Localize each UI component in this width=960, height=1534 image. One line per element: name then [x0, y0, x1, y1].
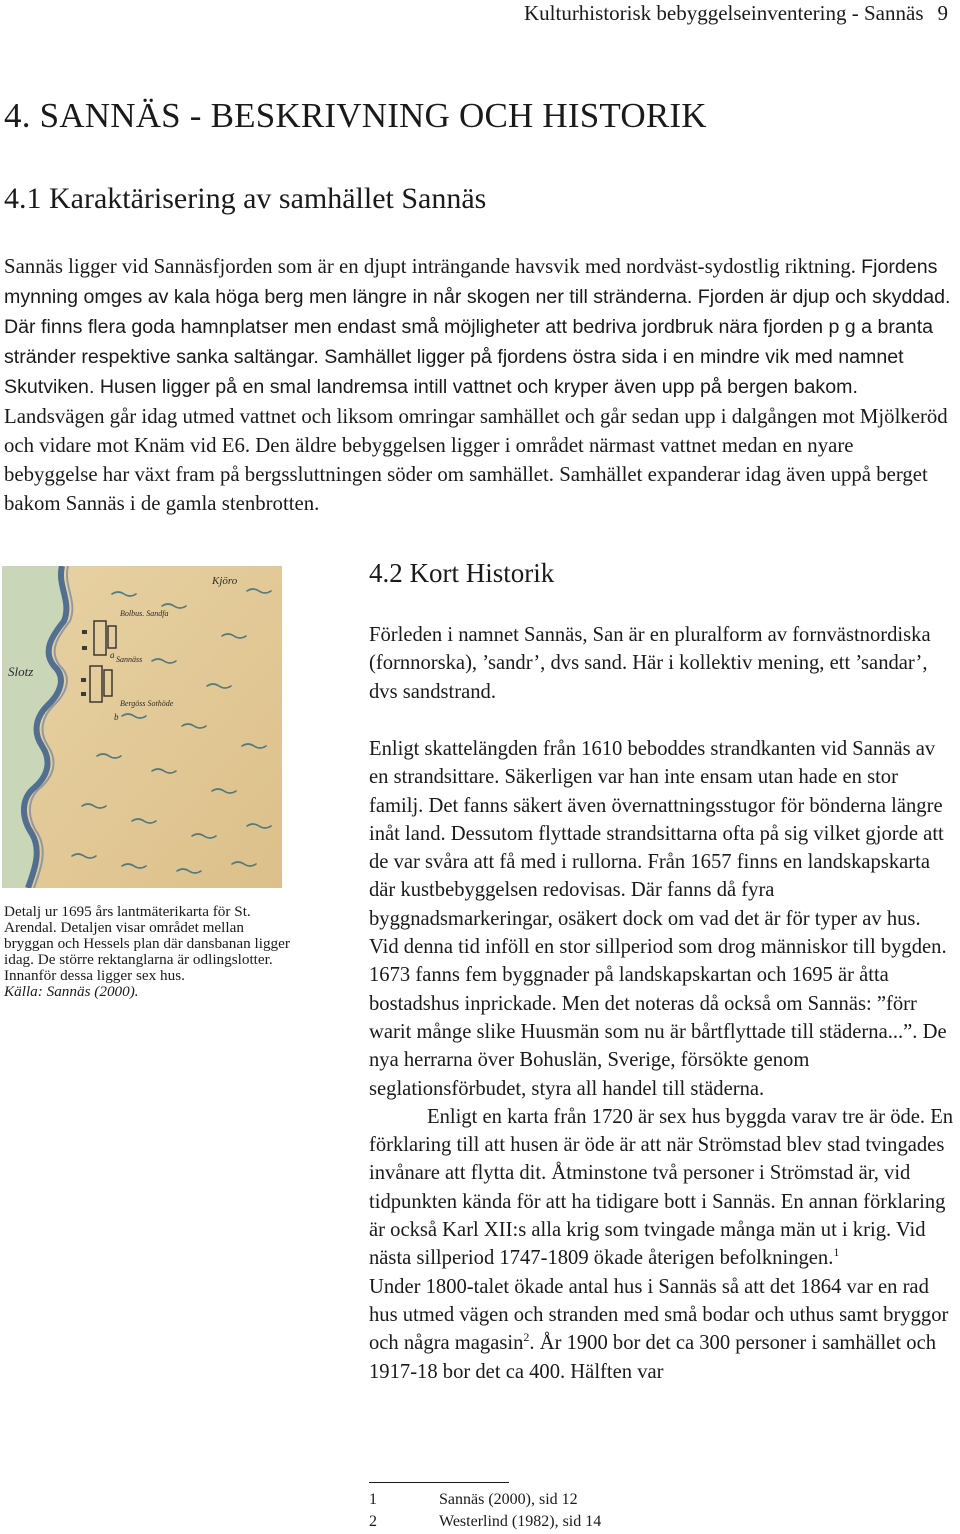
- caption-source: Källa: Sannäs (2000).: [4, 983, 139, 1000]
- map-label-a: a: [110, 650, 115, 660]
- map-label-row3: Bergöss Sothöde: [120, 699, 174, 708]
- footnote: [369, 1489, 601, 1511]
- running-title: Kulturhistorisk bebyggelseinventering - Sannäs: [523, 1, 924, 25]
- running-header: [524, 0, 948, 26]
- historic-map-image: [2, 566, 282, 888]
- intro-paragraph: [4, 252, 952, 518]
- footnote-ref-2[interactable]: 2: [523, 1330, 530, 1345]
- paragraph-1720-text: Enligt en karta från 1720 är sex hus byggda varav tre är öde. En förklaring till att husen är öde är att när Strömstad blev stad tvingades invånare att flytta dit. Åtminstone två personer i Strömstad är, vid tidpunkten kända för att ha tidigare bott i Sannäs. En annan förklaring är också Karl XII:s alla krig som tvingade många män ut i krig. Vid nästa sillperiod 1747-1809 ökade återigen befolkningen.: [369, 1105, 954, 1270]
- paragraph-1800s-end: . År 1900 bor det ca 300 personer i samhället och 1917-18 bor det ca 400. Hälften var: [369, 1332, 937, 1383]
- footnotes: [369, 1489, 601, 1533]
- history-body: [369, 735, 955, 1386]
- chapter-title: 4. SANNÄS - BESKRIVNING OCH HISTORIK: [4, 96, 707, 135]
- section-title-4-1: 4.1 Karaktärisering av samhället Sannäs: [4, 182, 487, 215]
- paragraph-name-origin: Förleden i namnet Sannäs, San är en pluralform av fornvästnordiska (fornnorska), ’sandr’, dvs sand. Här i kollektiv mening, ett ’sandar’, dvs sandstrand.: [369, 624, 931, 703]
- footnote-divider: [369, 1482, 509, 1483]
- page-number: 9: [937, 1, 948, 25]
- footnote: [369, 1511, 601, 1533]
- footnote-text: Westerlind (1982), sid 14: [439, 1513, 602, 1530]
- map-label-row2: Sannäss: [116, 655, 143, 664]
- map-label-row1: Bolbus. Sandfa: [120, 609, 169, 618]
- paragraph-1720-map: [369, 1103, 955, 1273]
- section-title-4-2: 4.2 Kort Historik: [369, 558, 555, 588]
- intro-text-c: Landsvägen går idag utmed vattnet och liksom omringar samhället och går sedan upp i dalgången mot Mjölkeröd och vidare mot Knäm vid E6. Den äldre bebyggelsen ligger i området närmast vattnet medan en nyare bebyggelse har växt fram på bergssluttningen söder om samhället. Samhället expanderar idag även uppå berget bakom Sannäs i de gamla stenbrotten.: [4, 405, 948, 515]
- footnote-number: 1: [369, 1491, 377, 1508]
- footnote-ref-1[interactable]: 1: [833, 1245, 840, 1260]
- history-paragraph-1: [369, 621, 955, 706]
- paragraph-1800s: [369, 1273, 955, 1386]
- intro-text-a: Sannäs ligger vid Sannäsfjorden som är en djupt inträngande havsvik med nordväst-sydostlig riktning.: [4, 255, 862, 278]
- footnote-number: 2: [369, 1513, 377, 1530]
- map-label-b: b: [114, 712, 119, 722]
- paragraph-tax-records: Enligt skattelängden från 1610 beboddes strandkanten vid Sannäs av en strandsittare. Säkerligen var han inte ensam utan hade en stor familj. Det fanns säkert även övernattningsstugor för bönderna längre inåt land. Dessutom flyttade strandsittarna ofta på sig vilket gjorde att de var svåra att få med i rullorna. Från 1657 finns en landskapskarta där kustbebyggelsen redovisas. Där fanns då fyra byggnadsmarkeringar, osäkert dock om vad det är för typer av hus. Vid denna tid inföll en stor sillperiod som drog människor till bygden. 1673 fanns fem byggnader på landskapskartan och 1695 är åtta bostadshus inprickade. Men det noteras då också om Sannäs: ”förr warit månge slike Huusmän som nu är bårtflyttade till städerna...”. De nya herrarna över Bohuslän, Sverige, försökte genom seglationsförbudet, styra all handel till städerna.: [369, 738, 947, 1100]
- footnote-text: Sannäs (2000), sid 12: [439, 1491, 578, 1508]
- map-label-top: Kjöro: [212, 575, 238, 587]
- paragraph-1800s-text: Under 1800-talet ökade antal hus i Sannäs så att det 1864 var en rad hus utmed vägen och stranden med små bodar och uthus samt bryggor och några magasin: [369, 1275, 949, 1355]
- figure-caption: [4, 904, 294, 1000]
- map-label-left: Slotz: [8, 664, 34, 679]
- caption-text: Detalj ur 1695 års lantmäterikarta för St. Arendal. Detaljen visar området mellan bryggan och Hessels plan där dansbanan ligger idag. De större rektanglarna är odlingslotter. Innanför dessa ligger sex hus.: [4, 903, 290, 984]
- intro-text-b: Fjordens mynning omges av kala höga berg men längre in når skogen ner till stränderna. Fjorden är djup och skyddad. Där finns flera goda hamnplatser men endast små möjligheter att bedriva jordbruk nära fjorden p g a branta stränder respektive sanka saltängar. Samhället ligger på fjordens östra sida i en mindre vik med namnet Skutviken. Husen ligger på en smal landremsa intill vattnet och kryper även upp på bergen bakom.: [4, 256, 951, 398]
